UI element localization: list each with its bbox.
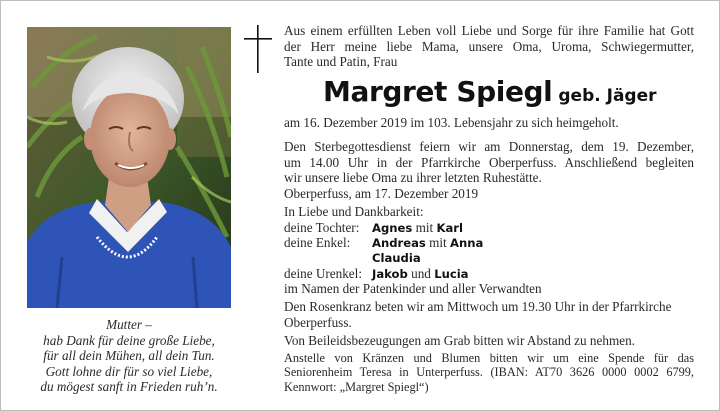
family-grandchildren-cont: [284, 250, 421, 267]
poem: [27, 317, 231, 395]
rosary-line: Den Rosenkranz beten wir am Mittwoch um 19.30 Uhr in der Pfarrkirche: [284, 299, 672, 314]
poem-line: hab Dank für deine große Liebe,: [43, 332, 215, 348]
great-grandchildren-label: deine Urenkel:: [284, 266, 362, 281]
service-line: um 14.00 Uhr in der Pfarrkirche Oberperfuss. Anschließend begleiten: [284, 154, 694, 170]
donation-line: Anstelle von Kränzen und Blumen bitten wir um eine Spende für das: [284, 351, 694, 365]
rosary-text: [284, 299, 694, 330]
conjunction: mit: [415, 220, 434, 235]
poem-line: du mögest sanft in Frieden ruh’n.: [40, 379, 218, 395]
portrait-photo: [27, 27, 231, 308]
poem-line: Mutter –: [106, 317, 152, 332]
maiden-name: geb. Jäger: [558, 86, 657, 106]
daughter-label: deine Tochter:: [284, 220, 360, 235]
godchildren-line: im Namen der Patenkinder und aller Verwandten: [284, 281, 542, 296]
conjunction: und: [411, 266, 431, 281]
donation-line: Seniorenheim Teresa in Unterperfuss. (IBAN: AT70 3626 0000 0002 6799,: [284, 365, 694, 380]
donation-text: [284, 351, 694, 394]
donation-line: Kennwort: „Margret Spiegl“): [284, 379, 429, 394]
cross-icon: [242, 23, 274, 75]
conjunction: mit: [429, 235, 447, 250]
mourning-intro: In Liebe und Dankbarkeit:: [284, 204, 424, 219]
place-date: Oberperfuss, am 17. Dezember 2019: [284, 186, 479, 201]
service-text: [284, 139, 694, 186]
great-grandchild-name: Jakob: [372, 267, 408, 281]
great-grandchild-name: Lucia: [434, 267, 469, 281]
death-line: am 16. Dezember 2019 im 103. Lebensjahr zu sich heimgeholt.: [284, 115, 619, 130]
grandchildren-label: deine Enkel:: [284, 235, 351, 250]
deceased-name: Margret Spiegl: [323, 75, 553, 108]
intro-line: Tante und Patin, Frau: [284, 54, 398, 70]
grandchild-partner-name: Anna: [450, 236, 484, 250]
poem-line: Gott lohne dir für so viel Liebe,: [45, 363, 213, 379]
grandchild-name: Andreas: [372, 236, 426, 250]
condolence-note: Von Beileidsbezeugungen am Grab bitten wir Abstand zu nehmen.: [284, 333, 635, 348]
deceased-name-line: [323, 75, 657, 108]
service-line: wir unsere liebe Oma zu ihrer letzten Ruhestätte.: [284, 170, 542, 186]
intro-line: Aus einem erfüllten Leben voll Liebe und Sorge für ihre Familie hat Gott: [284, 23, 694, 38]
daughter-name: Agnes: [372, 221, 413, 235]
poem-line: für all dein Mühen, all dein Tun.: [43, 348, 215, 364]
grandchild-name: Claudia: [372, 251, 421, 265]
rosary-line: Oberperfuss.: [284, 314, 352, 330]
son-in-law-name: Karl: [436, 221, 463, 235]
service-line: Den Sterbegottesdienst feiern wir am Donnerstag, dem 19. Dezember,: [284, 139, 694, 154]
intro-line: der Herr meine liebe Mama, unsere Oma, Uroma, Schwiegermutter,: [284, 38, 694, 54]
intro-text: [284, 23, 694, 70]
